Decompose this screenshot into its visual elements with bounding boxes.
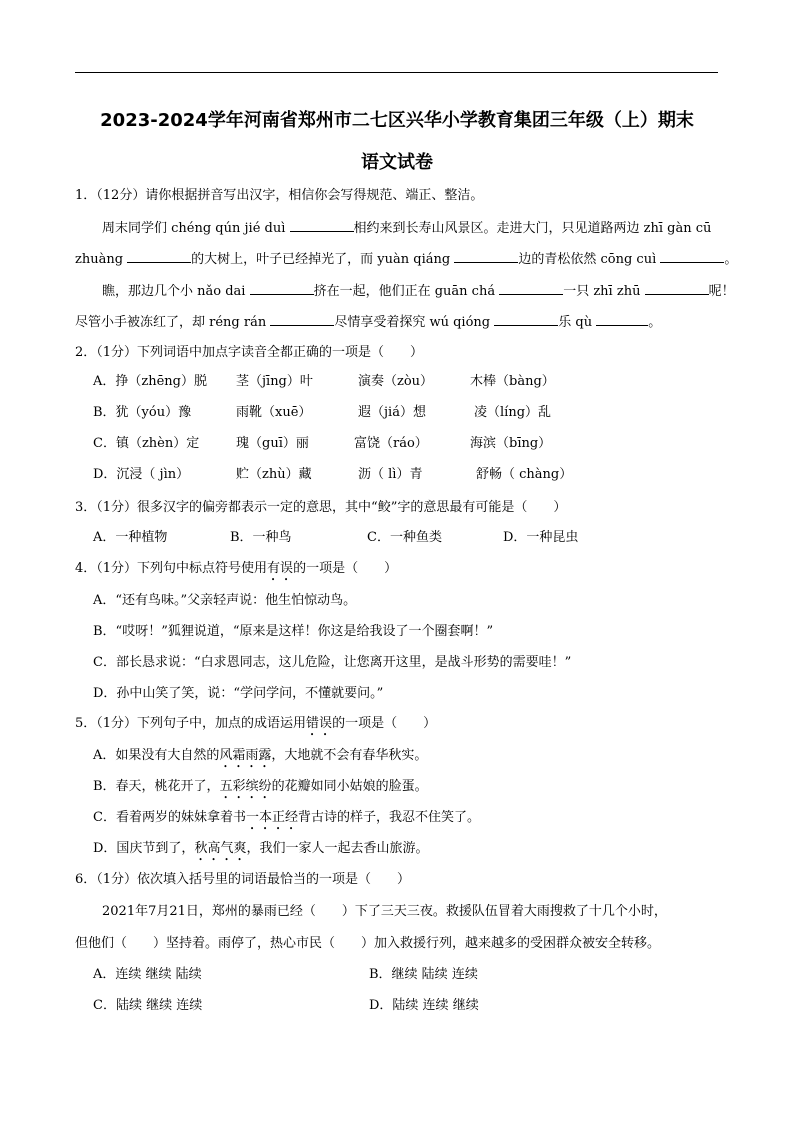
q2-option-b-word2: 雨靴（xuē）	[236, 405, 312, 420]
q2-option-d-word2: 贮（zhù）藏	[236, 467, 312, 482]
q4-option-c[interactable]: C．部长恳求说：“白求恩同志，这儿危险，让您离开这里，是战斗形势的需要哇！”	[93, 655, 572, 670]
q3-option-b[interactable]: B．一种鸟	[230, 530, 292, 545]
q6-option-c[interactable]: C．陆续 继续 连续	[93, 998, 203, 1013]
answer-blank[interactable]	[645, 282, 709, 295]
q1-heading: 1．（12分）请你根据拼音写出汉字，相信你会写得规范、端正、整洁。	[75, 188, 484, 203]
q2-option-c-word2: 瑰（guī）丽	[236, 436, 309, 451]
q2-option-a-word4: 木棒（bàng）	[470, 374, 555, 389]
q2-option-b-word1: B．犹（yóu）豫	[93, 405, 192, 420]
q1-para-line4: 尽管小手被冻红了，却 réng rán 尽情享受着探究 wú qióng 乐 qù 。	[75, 315, 662, 330]
q5-option-b[interactable]: B．春天，桃花开了，五彩缤纷的花瓣如同小姑娘的脸蛋。	[93, 779, 428, 794]
q6-passage-line1: 2021年7月21日，郑州的暴雨已经（ ）下了三天三夜。救援队伍冒着大雨搜救了十几个小时，	[102, 904, 667, 919]
q3-option-c[interactable]: C．一种鱼类	[367, 530, 442, 545]
q2-option-b-word4: 凌（líng）乱	[474, 405, 552, 420]
q4-option-a[interactable]: A．“还有鸟味。”父亲轻声说：他生怕惊动鸟。	[93, 593, 357, 608]
answer-blank[interactable]	[660, 250, 724, 263]
page-title-line2: 语文试卷	[361, 152, 433, 173]
q2-option-d-word3: 沥（ lì）青	[358, 467, 423, 482]
q6-heading: 6．（1分）依次填入括号里的词语最恰当的一项是（ ）	[75, 872, 411, 887]
answer-blank[interactable]	[127, 250, 191, 263]
q5-heading: 5．（1分）下列句子中，加点的成语运用错误的一项是（ ）	[75, 716, 437, 731]
q6-option-d[interactable]: D．陆续 连续 继续	[369, 998, 479, 1013]
q2-option-d-word1: D．沉浸（ jìn）	[93, 467, 190, 482]
q2-option-c-word4: 海滨（bīng）	[470, 436, 552, 451]
q4-heading: 4．（1分）下列句中标点符号使用有误的一项是（ ）	[75, 561, 398, 576]
answer-blank[interactable]	[270, 313, 334, 326]
q3-heading: 3．（1分）很多汉字的偏旁都表示一定的意思，其中“鲛”字的意思最有可能是（ ）	[75, 500, 567, 515]
q2-option-a-word3: 演奏（zòu）	[358, 374, 434, 389]
q2-option-c-word1: C．镇（zhèn）定	[93, 436, 200, 451]
q4-option-d[interactable]: D．孙中山笑了笑，说：“学问学问，不懂就要问。”	[93, 686, 384, 701]
answer-blank[interactable]	[596, 313, 648, 326]
q2-option-c-word3: 富饶（ráo）	[354, 436, 428, 451]
q1-para-line2: zhuàng 的大树上，叶子已经掉光了，而 yuàn qiáng 边的青松依然 cōng cuì 。	[75, 252, 738, 267]
answer-blank[interactable]	[454, 250, 518, 263]
q2-option-b-word3: 遐（jiá）想	[358, 405, 426, 420]
q6-option-a[interactable]: A．连续 继续 陆续	[93, 967, 202, 982]
answer-blank[interactable]	[290, 219, 354, 232]
q4-option-b[interactable]: B．“哎呀！”狐狸说道，“原来是这样！你这是给我设了一个圈套啊！”	[93, 624, 494, 639]
answer-blank[interactable]	[499, 282, 563, 295]
q5-option-d[interactable]: D．国庆节到了，秋高气爽，我们一家人一起去香山旅游。	[93, 841, 429, 856]
page-title: 2023-2024学年河南省郑州市二七区兴华小学教育集团三年级（上）期末	[100, 110, 694, 131]
q1-para-line1: 周末同学们 chéng qún jié duì 相约来到长寿山风景区。走进大门，只见道路两边 zhī gàn cū	[102, 221, 712, 236]
q1-para-line3: 瞧，那边几个小 nǎo dai 挤在一起，他们正在 guān chá 一只 zhī zhū 呢！	[102, 284, 735, 299]
q2-heading: 2．（1分）下列词语中加点字读音全都正确的一项是（ ）	[75, 345, 424, 360]
q6-option-b[interactable]: B．继续 陆续 连续	[369, 967, 478, 982]
q2-option-a-word1: A．挣（zhēng）脱	[93, 374, 207, 389]
q5-option-c[interactable]: C．看着两岁的妹妹拿着书一本正经背古诗的样子，我忍不住笑了。	[93, 810, 480, 825]
q2-option-a-word2: 茎（jīng）叶	[236, 374, 313, 389]
q5-option-a[interactable]: A．如果没有大自然的风霜雨露，大地就不会有春华秋实。	[93, 748, 428, 763]
q3-option-d[interactable]: D．一种昆虫	[503, 530, 579, 545]
q3-option-a[interactable]: A．一种植物	[93, 530, 168, 545]
q6-passage-line2: 但他们（ ）坚持着。雨停了，热心市民（ ）加入救援行列，越来越多的受困群众被安全转移。	[75, 936, 661, 951]
header-rule	[75, 72, 718, 73]
answer-blank[interactable]	[494, 313, 558, 326]
answer-blank[interactable]	[250, 282, 314, 295]
q2-option-d-word4: 舒畅（ chàng）	[476, 467, 573, 482]
